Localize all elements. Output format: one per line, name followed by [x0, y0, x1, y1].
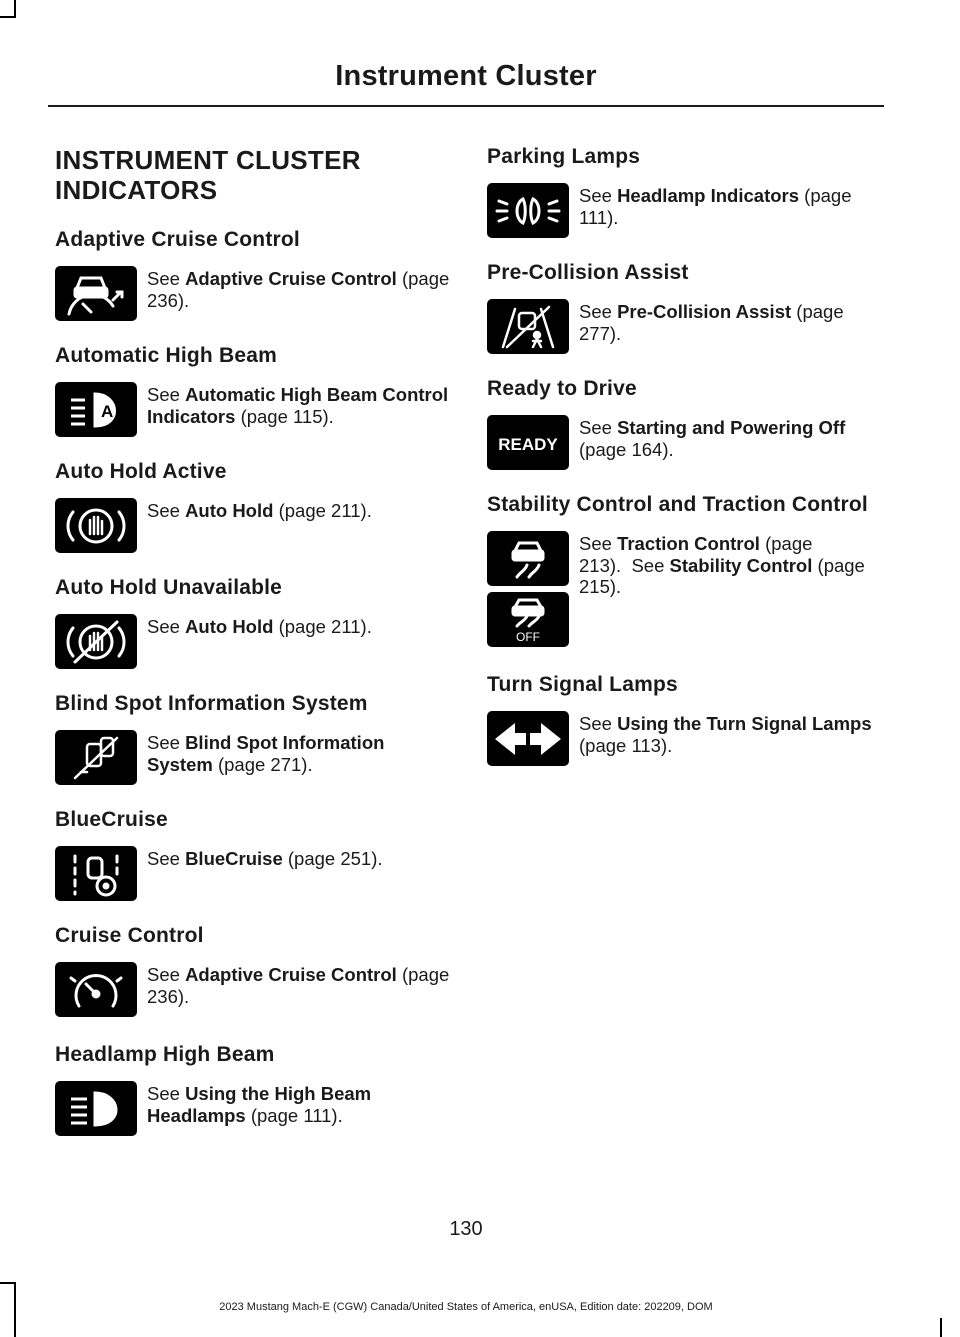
indicator-title: Blind Spot Information System [55, 692, 368, 715]
indicator-entry [487, 673, 887, 766]
off-label: OFF [516, 629, 540, 644]
cross-reference-link[interactable]: Starting and Powering Off [617, 417, 846, 438]
cross-reference-link[interactable]: Automatic High Beam Control Indicators [147, 384, 449, 427]
svg-text:A: A [101, 401, 114, 421]
indicator-entry [487, 145, 887, 238]
indicator-description: See Headlamp Indicators (page 111). [579, 185, 852, 228]
cruise-control-icon [55, 962, 137, 1017]
indicator-description: See Adaptive Cruise Control (page 236). [147, 964, 450, 1007]
pre-collision-assist-icon [487, 299, 569, 354]
cross-reference-link[interactable]: Stability Control [669, 554, 813, 576]
automatic-high-beam-icon [55, 382, 137, 437]
traction-control-icon [487, 531, 569, 586]
cross-reference-link[interactable]: Blind Spot Information System [147, 732, 385, 775]
indicator-description: See Auto Hold (page 211). [147, 500, 372, 521]
turn-signal-icon [487, 711, 569, 766]
cross-reference-link[interactable]: Headlamp Indicators [617, 185, 800, 206]
indicator-entry [55, 228, 450, 321]
indicator-title: Ready to Drive [487, 377, 637, 400]
indicator-entry [55, 344, 450, 437]
indicator-entry [55, 1043, 450, 1136]
traction-control-off-icon [487, 592, 569, 647]
indicator-description: See Automatic High Beam Control Indicators (page 115). [147, 384, 449, 427]
indicator-description: See Adaptive Cruise Control (page 236). [147, 268, 450, 311]
indicator-entry [55, 924, 450, 1017]
left-column [55, 145, 450, 1136]
indicator-title: Turn Signal Lamps [487, 673, 678, 696]
auto-hold-unavailable-icon [55, 614, 137, 669]
section-title: INSTRUMENT CLUSTER INDICATORS [55, 145, 361, 205]
cross-reference-link[interactable]: Traction Control [617, 533, 760, 554]
crop-mark [0, 1282, 16, 1284]
indicator-title: BlueCruise [55, 808, 168, 831]
indicator-description: See Blind Spot Information System (page 271). [147, 732, 385, 775]
indicator-title: Auto Hold Active [55, 460, 227, 483]
indicator-description: See Starting and Powering Off (page 164). [579, 417, 846, 460]
high-beam-icon [55, 1081, 137, 1136]
indicator-description: See Using the High Beam Headlamps (page 111). [147, 1083, 372, 1126]
indicator-title: Stability Control and Traction Control [487, 493, 868, 516]
crop-mark [14, 0, 16, 16]
header-divider [48, 105, 884, 107]
page-footer: 2023 Mustang Mach-E (CGW) Canada/United States of America, enUSA, Edition date: 202209, DOM [219, 1301, 713, 1313]
indicator-description: See Pre-Collision Assist (page 277). [579, 301, 844, 344]
indicator-entry [55, 808, 450, 901]
page-header-title: Instrument Cluster [335, 60, 597, 92]
indicator-description: See Auto Hold (page 211). [147, 616, 372, 637]
parking-lamps-icon [487, 183, 569, 238]
cross-reference-link[interactable]: Auto Hold [185, 616, 274, 637]
indicator-title: Adaptive Cruise Control [55, 228, 300, 251]
indicator-entry [487, 261, 887, 354]
cross-reference-link[interactable]: Using the Turn Signal Lamps [617, 713, 872, 734]
blind-spot-icon [55, 730, 137, 785]
ready-icon [487, 415, 569, 470]
indicator-entry [487, 493, 887, 647]
indicator-title: Pre-Collision Assist [487, 261, 689, 284]
crop-mark [0, 16, 16, 18]
cross-reference-link[interactable]: Auto Hold [185, 500, 274, 521]
cross-reference-link[interactable]: BlueCruise [185, 848, 283, 869]
indicator-entry [55, 576, 450, 669]
bluecruise-icon [55, 846, 137, 901]
indicator-title: Auto Hold Unavailable [55, 576, 283, 599]
indicator-entry [55, 460, 450, 553]
adaptive-cruise-control-icon [55, 266, 137, 321]
ready-icon-text: READY [498, 434, 558, 454]
indicator-description: See Traction Control (page 213). See Stability Control (page 215). [579, 533, 865, 597]
indicator-entry [487, 377, 887, 470]
indicator-entry [55, 692, 450, 785]
indicator-title: Parking Lamps [487, 145, 641, 168]
indicator-title: Automatic High Beam [55, 344, 277, 367]
page-number: 130 [449, 1218, 483, 1240]
indicator-title: Cruise Control [55, 924, 204, 947]
auto-hold-active-icon [55, 498, 137, 553]
indicator-description: See BlueCruise (page 251). [147, 848, 383, 869]
cross-reference-link[interactable]: Pre-Collision Assist [617, 301, 792, 322]
crop-mark [940, 1318, 942, 1337]
cross-reference-link[interactable]: Adaptive Cruise Control [185, 964, 397, 985]
cross-reference-link[interactable]: Adaptive Cruise Control [185, 268, 397, 289]
cross-reference-link[interactable]: Using the High Beam Headlamps [147, 1083, 372, 1126]
indicator-description: See Using the Turn Signal Lamps (page 113). [579, 713, 872, 756]
right-column [487, 145, 887, 766]
indicator-title: Headlamp High Beam [55, 1043, 275, 1066]
